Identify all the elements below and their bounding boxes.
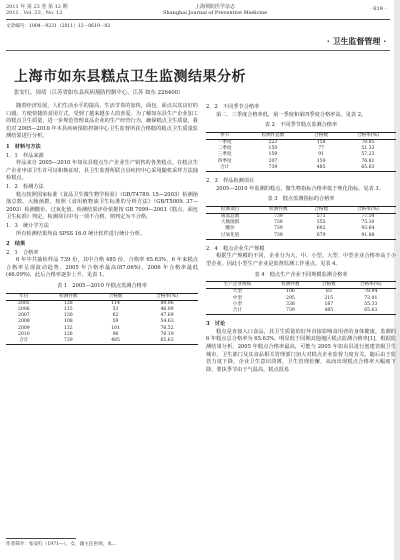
paragraph-pass-rate: 6 年中共抽检样品 739 份，其中合格 485 份，合格率 65.63%，6 年来糕点合格率呈现波动趋势，2005 年合格率最高(87.06%)，2006 年合格率最低(46.09%)，此后合格率逐步上升。见表 1。 [6, 257, 198, 279]
table-header: 检测项目 [220, 206, 240, 212]
table-cell: 101 [111, 325, 120, 331]
table-cell: 小型 [232, 301, 242, 307]
table-cell: 47.69 [160, 313, 174, 319]
heading-enterprise-scale: 2．4 糕点企业生产规模 [206, 245, 265, 252]
table-header: 合格率(%) [357, 206, 379, 212]
table-header-row [6, 293, 198, 300]
left-column [6, 103, 198, 345]
table-header: 合格数 [321, 282, 336, 288]
table-cell: 89.06 [160, 300, 174, 306]
section-tag: · 卫生监督管理 · [326, 36, 386, 46]
table-cell: 128 [63, 300, 73, 306]
journal-name [150, 4, 280, 16]
table-cell: 57.23 [361, 152, 375, 158]
table-cell: 739 [273, 220, 283, 226]
table2-caption: 表 2 不同季节糕点监测合格率 [264, 122, 338, 129]
table-cell: 65.63 [364, 307, 378, 313]
table-cell: 菌落总数 [220, 213, 240, 219]
table-cell: 76.81 [361, 158, 375, 164]
table-cell: 739 [286, 307, 295, 313]
table-cell: 130 [63, 313, 73, 319]
journal-name-cn: 上海预防医学杂志 [194, 4, 235, 10]
table1 [6, 293, 198, 346]
author-footnote: 作者简介：张安红（1971—），女，副主任医师，本... [6, 542, 117, 547]
table-cell: 114 [111, 300, 120, 306]
table-cell: 485 [111, 338, 120, 344]
heading-pass-rate: 2．1 合格率 [6, 249, 39, 256]
table-cell: 四季度 [217, 158, 232, 164]
table-cell: 108 [63, 319, 73, 325]
paragraph-season: 第二、三季度合格率低，第一季度和第四季度合格率高。见表 2。 [216, 111, 367, 118]
table-header: 合格率(%) [156, 293, 178, 299]
heading-methods: 1 材料与方法 [6, 143, 41, 150]
table-cell: 739 [63, 338, 73, 344]
table-cell: 159 [316, 158, 326, 164]
table-cell: 一季度 [217, 139, 232, 145]
table-cell: 酸价 [225, 226, 235, 232]
table-cell: 485 [324, 307, 334, 313]
table-cell: 2005 [18, 300, 30, 306]
table-cell: 223 [268, 139, 278, 145]
table-cell: 合计 [232, 307, 242, 313]
paragraph-sample-source: 样品来自 2005—2010 年如东县糕点生产企业生产销售的各类糕点。在糕点生产企业申请卫生许可证和换证时，县卫生监督所联合县疾控中心采用随机采样方法抽检糕点。 [6, 160, 198, 182]
table3 [206, 206, 396, 240]
table-cell: 555 [316, 220, 326, 226]
table-cell: 62 [112, 313, 119, 319]
table-cell: 679 [316, 232, 326, 238]
table-cell: 573 [316, 213, 326, 219]
table-cell: 692 [316, 226, 326, 232]
table4-caption: 表 4 糕点生产企业不同规模监测合格率 [254, 271, 348, 278]
table-cell: 65.63 [361, 164, 375, 170]
table-header: 检测件数 [59, 293, 78, 299]
heading-discussion: 3 讨论 [206, 321, 226, 328]
table-row [206, 308, 396, 315]
table-cell: 59 [112, 319, 119, 325]
table-cell: 中型 [232, 295, 242, 301]
authors: 张安红，周靖（江苏省如东县疾病预防控制中心，江苏 如东 226400） [14, 90, 184, 96]
table-header-row [206, 206, 396, 213]
table-cell: 159 [268, 152, 278, 158]
heading-test-method: 1．2 检测方法 [6, 183, 44, 190]
heading-season: 2．2 不同季节合格率 [206, 104, 260, 110]
article-number: 文章编号：1004－9231（2011）12－0619－02 [6, 24, 111, 29]
table-header: 季节 [220, 132, 230, 138]
table-cell: 二季度 [217, 146, 232, 152]
right-column [206, 103, 396, 374]
table-header: 合格数 [108, 293, 123, 299]
table-cell: 295 [286, 295, 295, 301]
table-header-row [206, 132, 396, 139]
table-cell: 77 [318, 146, 325, 152]
table-row [206, 289, 396, 296]
table-header: 检测件数 [269, 206, 288, 212]
heading-statistics: 1．3 统计学方法 [6, 222, 49, 229]
journal-name-en: Shanghai Journal of Preventive Medicine [162, 10, 268, 16]
volume-en: 2011 , Vol. 23 , No. 12 [6, 10, 63, 16]
table-cell: 739 [273, 232, 283, 238]
table-cell: 55.33 [364, 301, 378, 307]
table-cell: 187 [324, 301, 334, 307]
table-cell: 78.94 [364, 289, 378, 295]
table-cell: 158 [316, 139, 326, 145]
table-cell: 106 [286, 289, 295, 295]
heading-test-items: 2．3 样品检测项目 [206, 178, 255, 184]
table-cell: 54.63 [160, 319, 174, 325]
table-cell: 70.85 [361, 139, 375, 145]
table-header: 检测件数 [281, 282, 300, 288]
table-cell: 83 [325, 289, 332, 295]
table-header: 合格数 [314, 132, 329, 138]
table-cell: 93.64 [361, 226, 375, 232]
table-cell: 2007 [18, 313, 30, 319]
table-cell: 115 [63, 307, 73, 313]
paragraph-discussion: 糕点是直接入口食品，其卫生质量的好坏直接影响食用者的身体健康。监测的 6 年糕点总合格率为 65.63%，明显低于同期其他地区糕点监测合格率[1]，根据监测结果分析，2005 年糕点合格率最高，可能与 2005 年如东县进行创建省级卫生城市，卫生部门及其食品相关管理部门加大对糕点企业监督力度有关。随后由于监管力度下降，企业卫生意识淡薄，卫生管理松懈，从而出现糕点合格率大幅度下降。要执季节由于气温高，糕点很易 [206, 328, 396, 373]
table-cell: 76.19 [160, 331, 174, 337]
intro-paragraph: 随着经济发展，人们生活水平的提高，生活节奏的加快，面包、面点以其良好的口感，方便快捷的食用方式，受到了越来越多人的喜爱。为了解如东县生产企业加工的糕点卫生质量，进一步规范管理食品企业的生产经营行为，确保糕点卫生质量，我们对 2005—2010 年本县疾病预防控制中心卫生监督所获合格糕的糕点卫生质量监测结果进行分析。 [6, 103, 198, 140]
table-cell: 75.10 [361, 220, 375, 226]
article-title: 上海市如东县糕点卫生监测结果分析 [14, 69, 246, 85]
volume-cn: 2011 年 第 23 卷 第 12 期 [6, 4, 68, 10]
table-header: 年份 [19, 293, 29, 299]
paragraph-enterprise-scale: 根据生产规模的不同，企业分为大、中、小型。大型、中型企业合格率高于小型企业。因此小型生产企业是监督监测工作重点。见表 4。 [206, 253, 396, 267]
table-cell: 2009 [18, 325, 30, 331]
table-cell: 65.63 [160, 338, 174, 344]
table3-caption: 表 3 糕点监测指标的合格率 [267, 196, 335, 203]
table-header: 检测件总数 [261, 132, 285, 138]
page-number: · 619 · [370, 6, 386, 12]
table-cell: 485 [316, 164, 326, 170]
table2 [206, 132, 396, 172]
journal-volume [6, 4, 68, 16]
footnote-rule [6, 538, 76, 539]
table-row [206, 233, 396, 240]
section-rule [6, 50, 390, 51]
table-cell: 126 [63, 331, 73, 337]
heading-results: 2 结果 [6, 241, 26, 248]
table-header-row [206, 282, 396, 289]
table-cell: 大型 [232, 289, 242, 295]
paragraph-statistics: 所有检测结果均由 SPSS 16.0 统计软件进行统计分析。 [16, 230, 146, 237]
table-header: 合格数 [314, 206, 329, 212]
heading-sample-source: 1．1 样品来源 [6, 152, 44, 159]
table-cell: 2006 [18, 307, 30, 313]
table-cell: 338 [286, 301, 295, 307]
table-header: 合格率(%) [357, 132, 379, 138]
table-cell: 53 [112, 307, 119, 313]
table-cell: 77.54 [361, 213, 375, 219]
table-header: 合格率(%) [359, 282, 382, 288]
header-rule [6, 19, 390, 20]
table-cell: 76.52 [160, 325, 174, 331]
table-row [206, 165, 396, 172]
table-cell: 过氧化值 [220, 232, 240, 238]
table-cell: 132 [63, 325, 73, 331]
table-cell: 91 [318, 152, 325, 158]
table-header: 生产企业规模 [223, 282, 252, 288]
table-cell: 739 [268, 164, 278, 170]
table-cell: 739 [273, 213, 283, 219]
table1-caption: 表 1 2005—2010 年糕点监测合格率 [56, 283, 148, 290]
table-cell: 150 [268, 146, 278, 152]
table-row [6, 338, 198, 345]
table-cell: 2010 [18, 331, 30, 337]
table-cell: 三季度 [217, 152, 232, 158]
table-cell: 215 [324, 295, 334, 301]
table-cell: 91.88 [361, 232, 375, 238]
table-cell: 51.33 [361, 146, 375, 152]
paragraph-test-method: 糕点按照国家标准《食品卫生微生物学检验》（GB/T4789. 15—2003）检测菌落总数、大肠菌群，按照《食用植物油卫生标准的分析方法》（GB/T5009. 37—2003）检测酸价、过氧化值。检测结果评价依据按 GB 7099—2003《糕点、面包卫生标准》判定，检测项目中有一项不合格，则判定为不合格。 [6, 191, 198, 221]
table-cell: 合计 [220, 164, 230, 170]
table-cell: 207 [268, 158, 278, 164]
paragraph-test-items: 2005—2010 年监测的糕点，微生物指标合格率低于理化指标。见表 3。 [216, 185, 384, 192]
table-cell: 739 [273, 226, 283, 232]
table-cell: 大肠菌群 [220, 220, 240, 226]
table-cell: 96 [112, 331, 119, 337]
table-cell: 46.09 [160, 307, 174, 313]
table-cell: 73.01 [364, 295, 378, 301]
table-cell: 合计 [19, 338, 29, 344]
table4 [206, 281, 396, 315]
table-cell: 2008 [18, 319, 30, 325]
